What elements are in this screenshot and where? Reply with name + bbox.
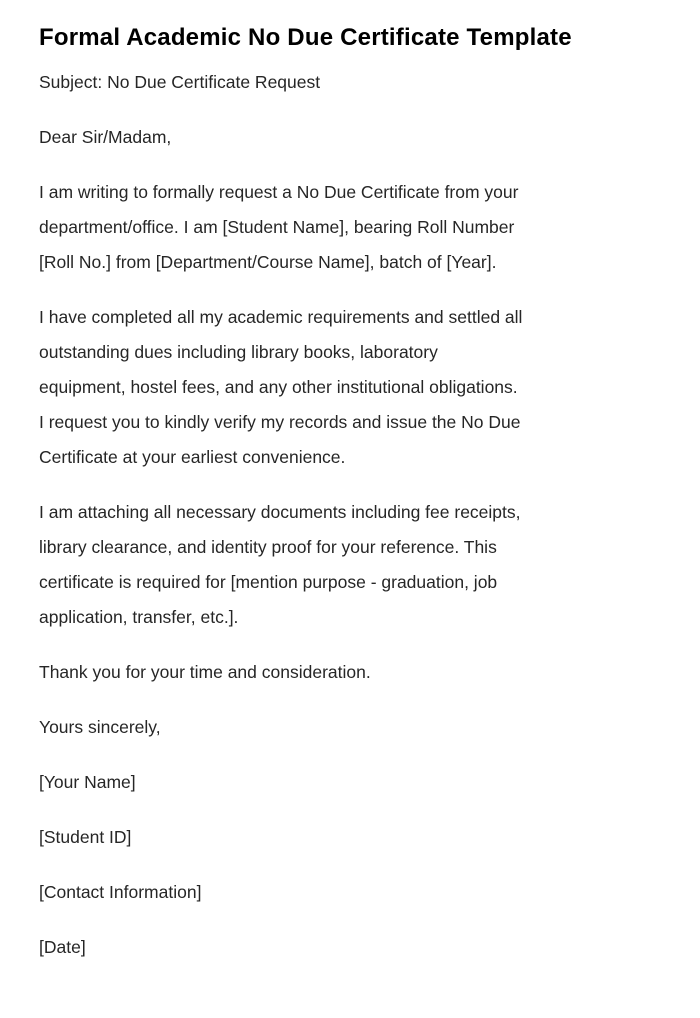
paragraph-line: outstanding dues including library books, laboratory xyxy=(39,342,438,362)
paragraph-line: [Roll No.] from [Department/Course Name], batch of [Year]. xyxy=(39,252,497,272)
document-body xyxy=(39,65,660,965)
paragraph xyxy=(39,175,660,280)
paragraph-line: library clearance, and identity proof for your reference. This xyxy=(39,537,497,557)
paragraph-line: equipment, hostel fees, and any other institutional obligations. xyxy=(39,377,518,397)
paragraph-line: [Contact Information] xyxy=(39,882,202,902)
paragraph-line: Dear Sir/Madam, xyxy=(39,127,172,147)
paragraph-line: [Student ID] xyxy=(39,827,132,847)
paragraph xyxy=(39,120,660,155)
paragraph xyxy=(39,765,660,800)
paragraph xyxy=(39,495,660,635)
page-title: Formal Academic No Due Certificate Template xyxy=(39,24,572,51)
paragraph-line: [Date] xyxy=(39,937,86,957)
paragraph-line: application, transfer, etc.]. xyxy=(39,607,239,627)
paragraph xyxy=(39,65,660,100)
paragraph-line: [Your Name] xyxy=(39,772,136,792)
paragraph xyxy=(39,820,660,855)
paragraph xyxy=(39,655,660,690)
paragraph-line: department/office. I am [Student Name], bearing Roll Number xyxy=(39,217,515,237)
paragraph-line: I am writing to formally request a No Due Certificate from your xyxy=(39,182,519,202)
paragraph-line: Thank you for your time and consideration. xyxy=(39,662,371,682)
paragraph xyxy=(39,930,660,965)
paragraph-line: I request you to kindly verify my records and issue the No Due xyxy=(39,412,521,432)
paragraph-line: certificate is required for [mention purpose - graduation, job xyxy=(39,572,498,592)
paragraph-line: I am attaching all necessary documents including fee receipts, xyxy=(39,502,521,522)
paragraph xyxy=(39,300,660,475)
paragraph-line: Certificate at your earliest convenience. xyxy=(39,447,346,467)
paragraph xyxy=(39,710,660,745)
paragraph xyxy=(39,875,660,910)
paragraph-line: Subject: No Due Certificate Request xyxy=(39,72,321,92)
paragraph-line: Yours sincerely, xyxy=(39,717,161,737)
paragraph-line: I have completed all my academic requirements and settled all xyxy=(39,307,523,327)
